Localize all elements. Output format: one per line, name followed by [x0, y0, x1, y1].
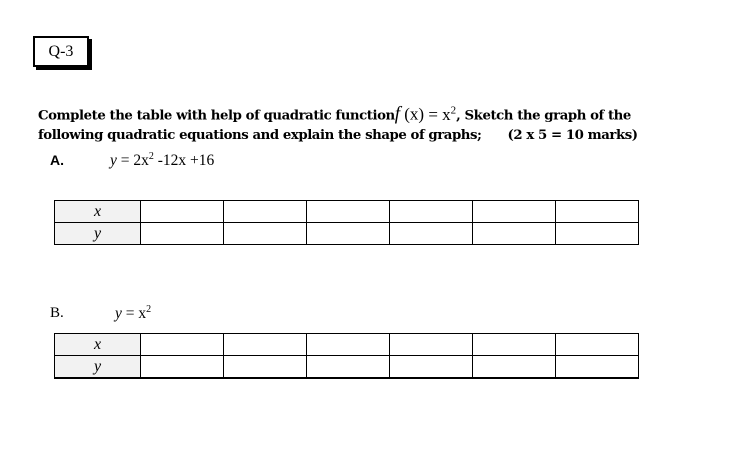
marks-allocation: (2 x 5 = 10 marks) [507, 127, 638, 143]
function-name: f [394, 103, 400, 125]
part-b-table [54, 333, 639, 379]
table-cell[interactable] [224, 201, 307, 223]
table-cell[interactable] [390, 356, 473, 379]
table-row-y [55, 223, 639, 245]
table-cell[interactable] [307, 334, 390, 356]
part-b-equation: $y = x^2$ [115, 304, 152, 323]
prompt-line2: following quadratic equations and explain the shape of graphs; [38, 127, 482, 143]
question-prompt [38, 101, 638, 145]
table-cell[interactable] [390, 334, 473, 356]
table-cell[interactable] [473, 334, 556, 356]
table-cell[interactable] [307, 356, 390, 379]
table-cell[interactable] [556, 223, 639, 245]
part-a-table [54, 200, 639, 245]
row-label-x: x [55, 201, 141, 223]
function-rhs: = $x^2$ [428, 104, 457, 124]
function-arg: (x) [400, 104, 429, 124]
table-cell[interactable] [473, 356, 556, 379]
table-cell[interactable] [224, 356, 307, 379]
row-label-x: x [55, 334, 141, 356]
part-a-equation: $y = 2x^2$ -12x +16 [110, 151, 215, 170]
table-cell[interactable] [141, 223, 224, 245]
row-label-y: y [55, 356, 141, 379]
table-cell[interactable] [141, 356, 224, 379]
table-row-x [55, 334, 639, 356]
question-number-box [33, 36, 89, 67]
table-cell[interactable] [224, 223, 307, 245]
table-cell[interactable] [141, 334, 224, 356]
row-label-y: y [55, 223, 141, 245]
table-cell[interactable] [390, 201, 473, 223]
table-cell[interactable] [556, 334, 639, 356]
question-number: Q-3 [48, 42, 74, 60]
table-cell[interactable] [307, 201, 390, 223]
table-row-x [55, 201, 639, 223]
table-cell[interactable] [224, 334, 307, 356]
table-row-y [55, 356, 639, 379]
table-cell[interactable] [473, 223, 556, 245]
table-cell[interactable] [556, 356, 639, 379]
prompt-line1-start: Complete the table with help of quadratic function [38, 108, 395, 124]
table-cell[interactable] [307, 223, 390, 245]
table-cell[interactable] [473, 201, 556, 223]
part-a-label: A. [50, 152, 64, 168]
table-cell[interactable] [141, 201, 224, 223]
table-cell[interactable] [390, 223, 473, 245]
part-b-label: B. [50, 305, 64, 321]
table-cell[interactable] [556, 201, 639, 223]
prompt-line1-end: , Sketch the graph of the [456, 108, 631, 124]
